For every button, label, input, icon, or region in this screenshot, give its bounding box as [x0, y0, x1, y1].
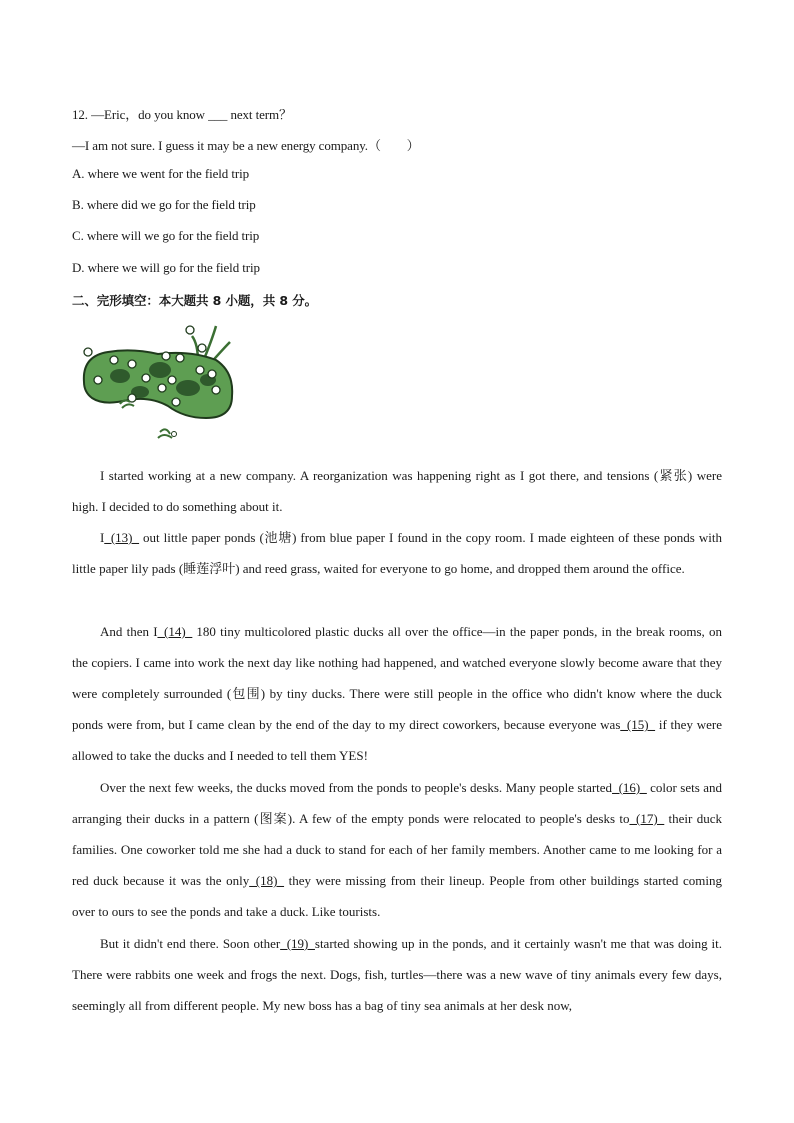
- blank-16: _(16)_: [612, 780, 647, 795]
- passage-paragraph-3: [72, 616, 722, 771]
- blank-18: _(18)_: [249, 873, 284, 889]
- option-d: D. where we will go for the field trip: [72, 260, 260, 275]
- paragraph-text: out little paper ponds (池塘) from blue paper I found in the copy room. I made eighteen of these ponds with little paper lily pads (睡莲浮叶) and reed grass, waited for everyone to go home, and dropped them around the office.: [72, 530, 722, 577]
- passage-paragraph-2: [72, 522, 722, 584]
- option-b: B. where did we go for the field trip: [72, 197, 256, 212]
- blank-19: _(19)_: [280, 936, 315, 951]
- paragraph-text: if they were allowed to take the ducks and I needed to tell them YES!: [72, 717, 722, 764]
- blank-15: _(15)_: [620, 717, 656, 733]
- blank-14: _(14)_: [157, 624, 193, 639]
- section-heading: 二、完形填空：本大题共 8 小题，共 8 分。: [72, 293, 318, 308]
- paragraph-text: I: [100, 530, 105, 545]
- option-c: C. where will we go for the field trip: [72, 228, 260, 243]
- question-12-stem: 12. —Eric，do you know ___ next term？: [72, 107, 292, 122]
- lily-pond-with-ducks-icon: [74, 322, 236, 452]
- paragraph-text: they were missing from their lineup. People from other buildings started coming over to ours to see the ponds and take a duck. Like tourists.: [72, 873, 722, 920]
- paragraph-text: 180 tiny multicolored plastic ducks all over the office—in the paper ponds, in the break rooms, on the copiers. I came into work the next day like nothing had happened, and watched everyone slowly become aware that they were completely surrounded (包围) by tiny ducks. There were still people in the office who didn't know where the duck ponds were from, but I came clean by the end of the day to my direct coworkers, because everyone was: [72, 624, 723, 733]
- blank-13: _(13)_: [104, 530, 140, 545]
- paragraph-text: But it didn't end there. Soon other: [100, 936, 281, 951]
- blank-17: _(17)_: [629, 811, 665, 827]
- passage-paragraph-1: I started working at a new company. A reorganization was happening right as I got there, and tensions (紧张) were high. I decided to do something about it.: [72, 468, 722, 515]
- paragraph-text: Over the next few weeks, the ducks moved from the ponds to people's desks. Many people started: [100, 780, 613, 795]
- paragraph-text: their duck families. One coworker told me she had a duck to stand for each of her family members. Another came to me looking for a red duck because it was the only: [72, 811, 723, 889]
- paragraph-text: And then I: [100, 624, 158, 639]
- paragraph-text: color sets and arranging their ducks in a pattern (图案). A few of the empty ponds were relocated to people's desks to: [72, 780, 722, 827]
- option-a: A. where we went for the field trip: [72, 166, 249, 181]
- question-12-reply: —I am not sure. I guess it may be a new energy company.（ ）: [72, 138, 420, 153]
- passage-paragraph-4: [72, 772, 722, 927]
- paragraph-text: started showing up in the ponds, and it certainly wasn't me that was doing it. There were rabbits one week and frogs the next. Dogs, fish, turtles—there was a new wave of tiny animals every few days, seemingly all from different people. My new boss has a bag of tiny sea animals at her desk now,: [72, 936, 723, 1014]
- passage-paragraph-5: [72, 928, 722, 1021]
